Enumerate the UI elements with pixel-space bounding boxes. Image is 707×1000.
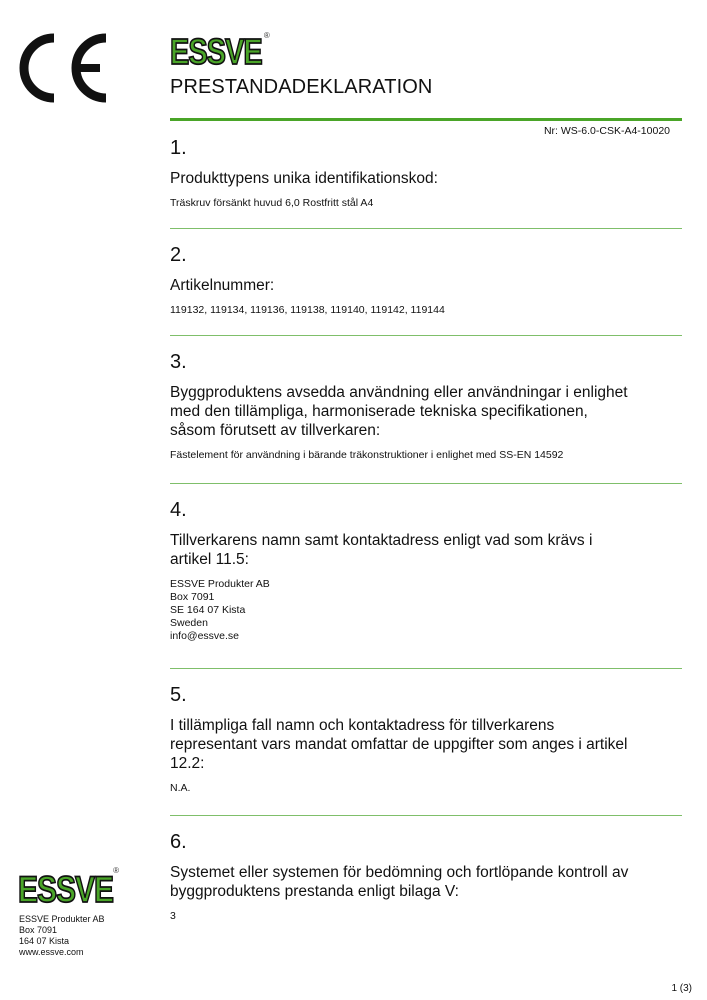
heading-line: byggproduktens prestanda enligt bilaga V: [170,883,459,900]
registered-mark: ® [113,866,120,875]
heading-line: I tillämpliga fall namn och kontaktadress för tillverkarens [170,717,555,734]
section-number: 1. [170,137,187,159]
ce-mark-icon [14,30,114,106]
essve-logo-text: ESSVE [18,869,114,911]
section-body [170,910,682,923]
address-line: Box 7091 [19,925,58,935]
essve-logo-text: ESSVE [170,32,262,73]
section-2 [170,244,682,317]
section-body [170,449,682,462]
title-rule [170,118,682,121]
essve-logo [170,31,270,73]
section-number: 4. [170,499,187,521]
registered-mark: ® [263,31,270,40]
body-line: ESSVE Produkter AB [170,578,270,590]
page-number: 1 (3) [671,983,692,994]
section-3 [170,351,682,462]
section-number: 6. [170,831,187,853]
heading-line: Systemet eller systemen för bedömning och fortlöpande kontroll av [170,864,629,881]
section-1 [170,137,682,210]
body-line: SE 164 07 Kista [170,604,246,616]
section-divider [170,335,682,336]
heading-line: såsom förutsett av tillverkaren: [170,422,381,439]
body-line: 119132, 119134, 119136, 119138, 119140, 119142, 119144 [170,304,445,316]
document-title: PRESTANDADEKLARATION [170,76,433,98]
section-5 [170,684,682,795]
section-number: 5. [170,684,187,706]
section-body [170,304,682,317]
section-heading [170,531,682,569]
section-heading [170,863,682,901]
section-divider [170,815,682,816]
section-6 [170,831,682,923]
body-line: Box 7091 [170,591,215,603]
section-heading [170,716,682,773]
document-number: Nr: WS-6.0-CSK-A4-10020 [543,125,670,137]
section-number: 2. [170,244,187,266]
body-line: Träskruv försänkt huvud 6,0 Rostfritt stål A4 [170,197,374,209]
body-line: 3 [170,910,176,922]
body-line: N.A. [170,782,191,794]
address-line: 164 07 Kista [19,936,70,946]
section-body [170,197,682,210]
heading-line: med den tillämpliga, harmoniserade tekniska specifikationen, [170,403,588,420]
essve-sidebar-logo [18,866,120,911]
heading-line: 12.2: [170,755,205,772]
body-line: Fästelement för användning i bärande träkonstruktioner i enlighet med SS-EN 14592 [170,449,564,461]
sidebar-address [19,914,105,958]
section-body [170,782,682,795]
email-link: info@essve.se [170,630,240,642]
heading-line: Byggproduktens avsedda användning eller användningar i enlighet [170,384,628,401]
section-divider [170,483,682,484]
section-body [170,578,682,643]
heading-line: artikel 11.5: [170,551,249,568]
website-link: www.essve.com [19,947,84,957]
address-line: ESSVE Produkter AB [19,914,105,924]
section-4 [170,499,682,643]
heading-line: representant vars mandat omfattar de uppgifter som anges i artikel [170,736,628,753]
section-number: 3. [170,351,187,373]
section-divider [170,668,682,669]
section-heading [170,383,682,440]
heading-line: Tillverkarens namn samt kontaktadress enligt vad som krävs i [170,532,593,549]
section-heading: Produkttypens unika identifikationskod: [170,170,438,187]
section-heading: Artikelnummer: [170,277,275,294]
body-line: Sweden [170,617,208,629]
section-divider [170,228,682,229]
